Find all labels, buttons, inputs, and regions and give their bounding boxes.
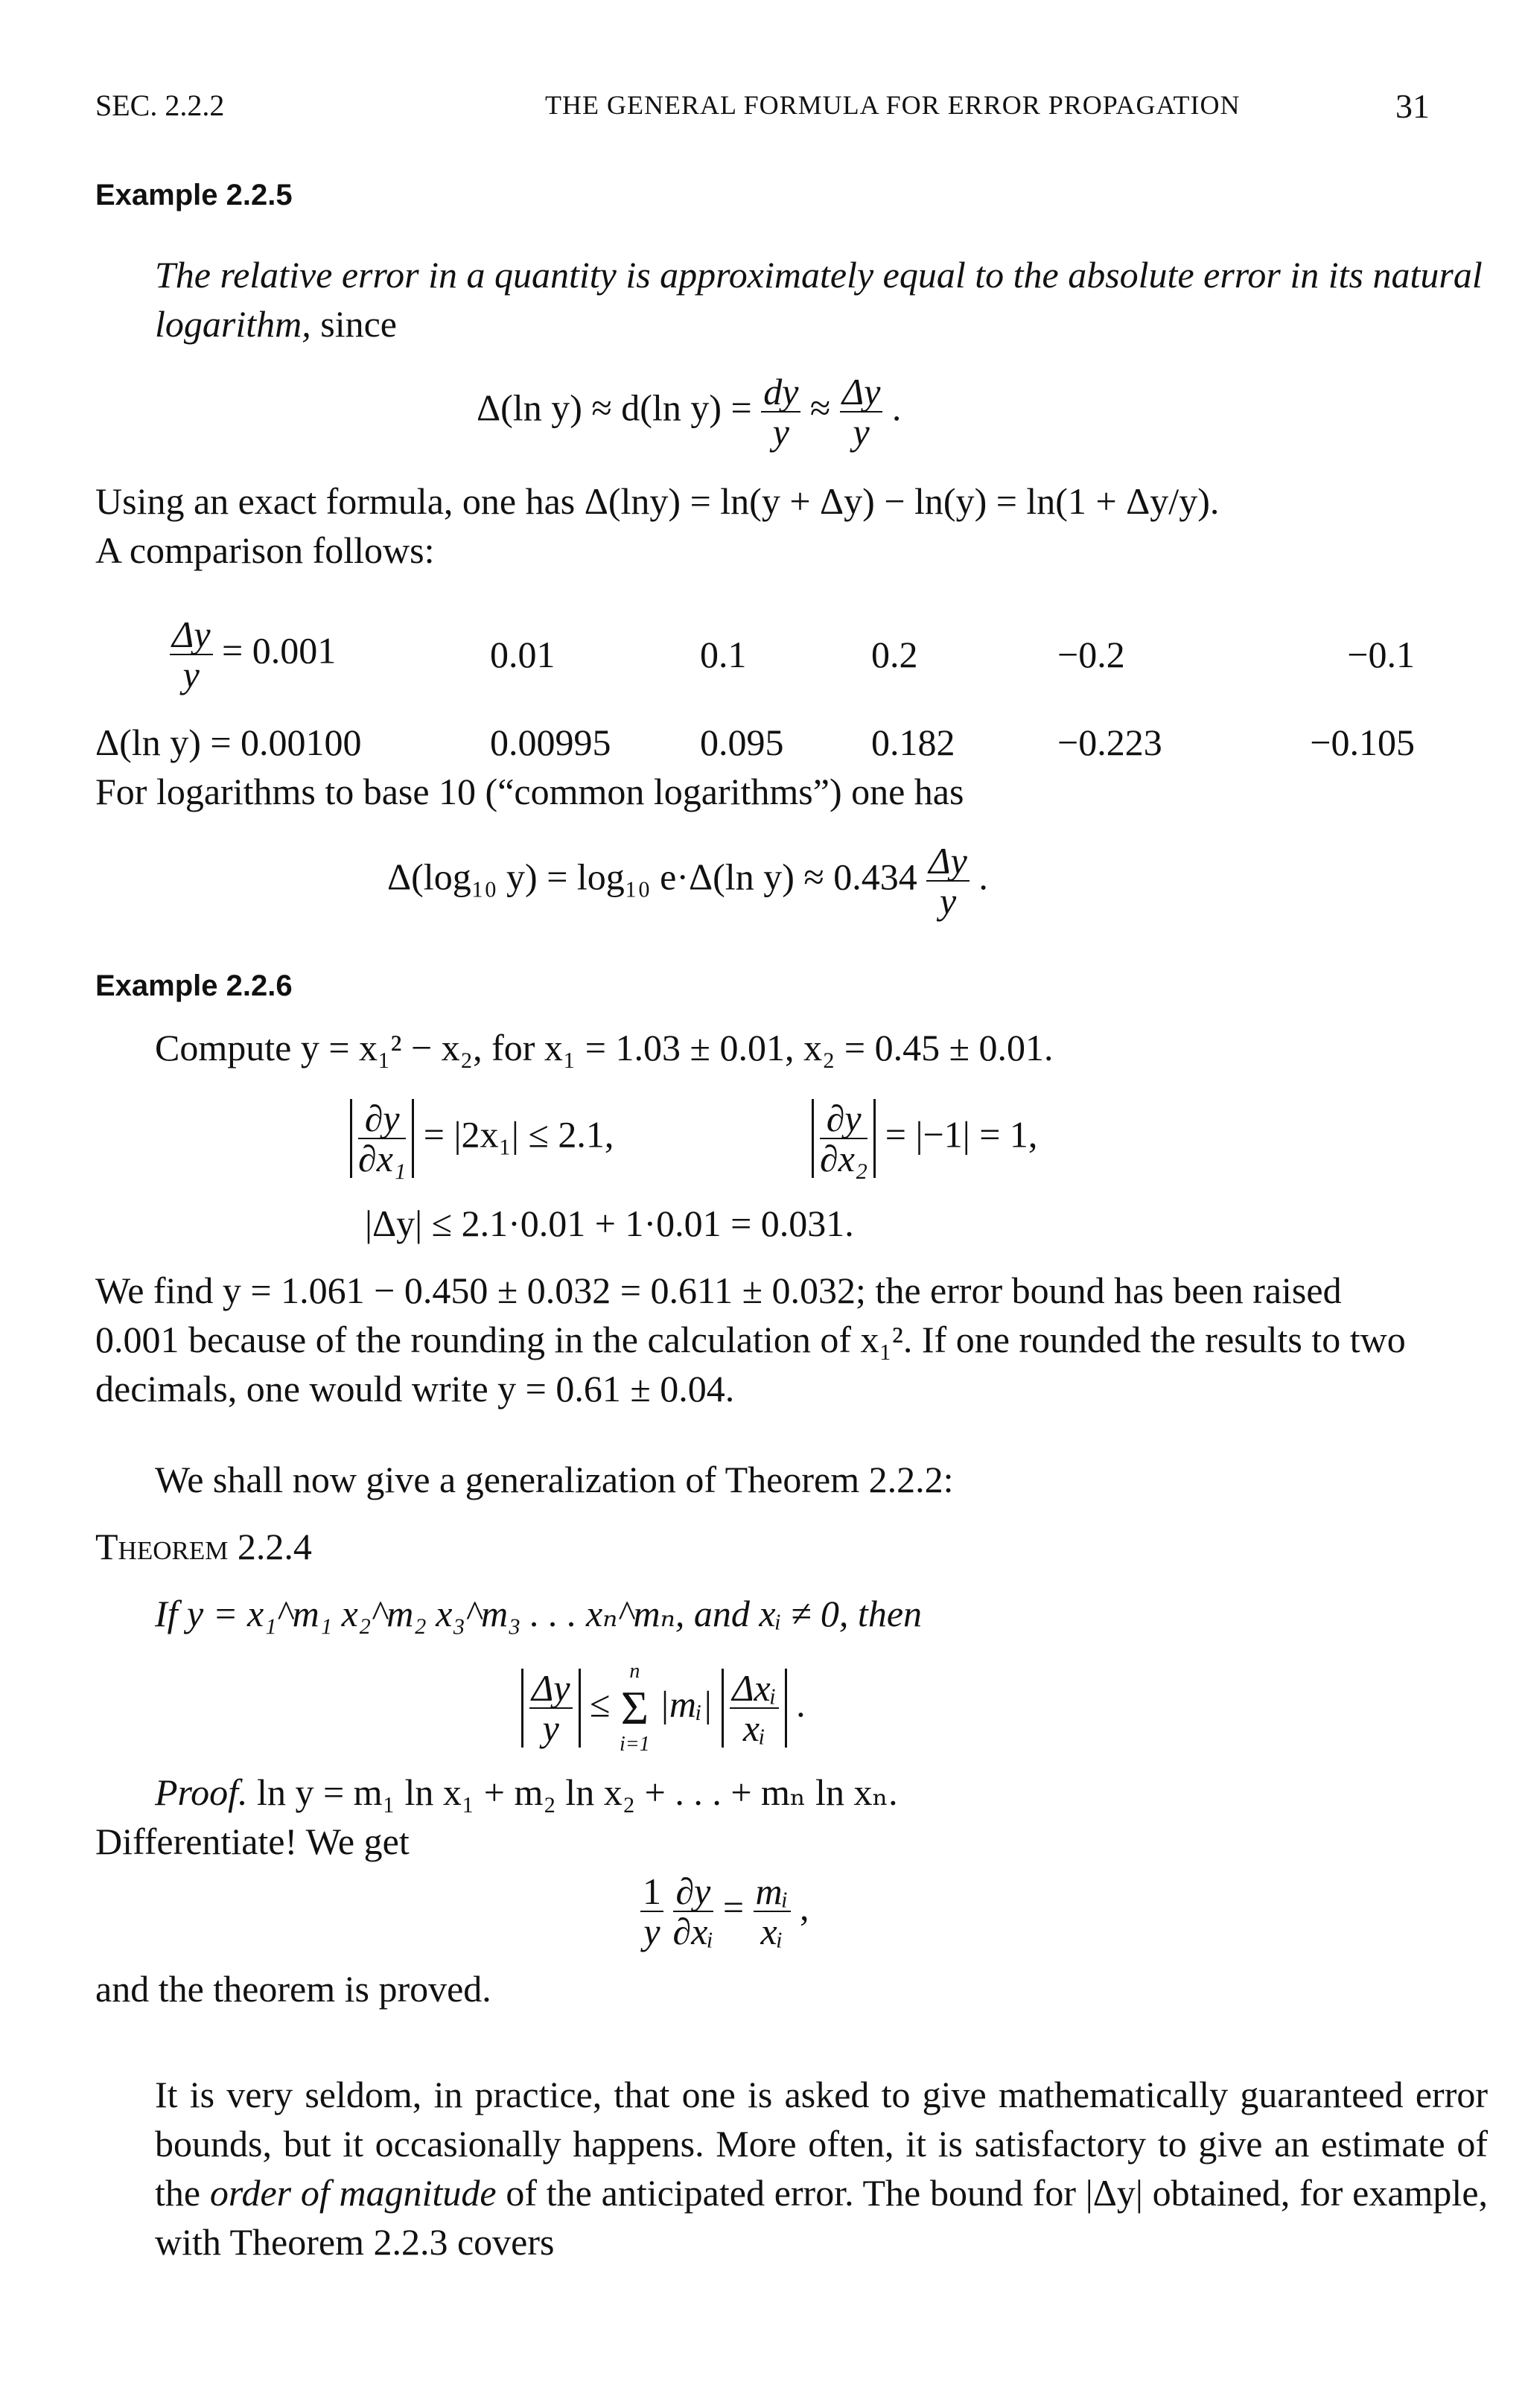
absolute-value [722, 1669, 786, 1748]
theorem-inequality [521, 1657, 806, 1759]
numerator: Δxᵢ [730, 1669, 778, 1709]
absolute-value [350, 1099, 414, 1178]
exact-formula-line: Using an exact formula, one has Δ(lny) = ln(y + Δy) − ln(y) = ln(1 + Δy/y). [95, 480, 1220, 522]
denominator: y [853, 411, 870, 453]
approx-sign: ≈ [809, 386, 831, 429]
proved-line: and the theorem is proved. [95, 1968, 491, 2010]
numerator: Δy [840, 372, 883, 413]
row1-first-value: = 0.001 [222, 629, 337, 672]
numerator: 1 [640, 1872, 663, 1912]
sum-lower-limit: i=1 [620, 1733, 650, 1756]
differentiate-line: Differentiate! We get [95, 1821, 410, 1862]
statement-italic: The relative error in a quantity is approximately equal to the absolute error in its natural logarithm, [155, 254, 1483, 345]
denominator: y [772, 411, 789, 453]
example-heading-2-2-6: Example 2.2.6 [95, 969, 293, 1002]
fraction-delta-x-over-x [730, 1669, 778, 1748]
fraction-mi-over-xi [754, 1872, 791, 1951]
table-cell: 0.1 [700, 634, 747, 675]
period: . [796, 1683, 806, 1725]
chapter-title: THE GENERAL FORMULA FOR ERROR PROPAGATION [545, 90, 1241, 120]
table-cell: Δ(ln y) = 0.00100 [95, 722, 362, 763]
equals-sign: = [722, 1886, 745, 1928]
fraction-dy-dxi [673, 1872, 714, 1951]
theorem-heading: Theorem 2.2.4 [95, 1526, 312, 1567]
theorem-statement: If y = x₁^m₁ x₂^m₂ x₃^m₃ . . . xₙ^mₙ, and xᵢ ≠ 0, then [155, 1593, 923, 1634]
closing-paragraph [95, 2070, 1488, 2267]
numerator: Δy [926, 841, 970, 882]
numerator: ∂y [820, 1099, 867, 1139]
eq1-lhs: Δ(ln y) ≈ d(ln y) = [477, 386, 752, 429]
comma: , [800, 1886, 809, 1928]
table-cell: −0.223 [1057, 722, 1162, 763]
table-row [95, 611, 1415, 698]
compute-line: Compute y = x₁² − x₂, for x₁ = 1.03 ± 0.01, x₂ = 0.45 ± 0.01. [155, 1027, 1054, 1068]
table-cell: −0.105 [1310, 722, 1415, 763]
numerator: ∂y [358, 1099, 406, 1139]
partial-derivative-2 [812, 1099, 1037, 1178]
log10-equation [387, 841, 988, 920]
fraction-delta-y-over-y [840, 372, 883, 451]
numerator: Δy [170, 615, 213, 655]
generalization-intro: We shall now give a generalization of Theorem 2.2.2: [155, 1459, 954, 1500]
absolute-value [521, 1669, 581, 1748]
sum-upper-limit: n [629, 1660, 640, 1683]
numerator: Δy [529, 1669, 573, 1709]
example-statement [95, 250, 1488, 348]
eq2-lhs: Δ(log₁₀ y) = log₁₀ e·Δ(ln y) ≈ 0.434 [387, 856, 917, 898]
period: . [978, 856, 988, 898]
denominator: ∂xᵢ [672, 1911, 714, 1952]
table-cell: 0.00995 [490, 722, 611, 763]
table-cell: 0.2 [871, 634, 918, 675]
table-cell: −0.2 [1057, 634, 1125, 675]
fraction-delta-y-over-y [529, 1669, 573, 1748]
example-heading-2-2-5: Example 2.2.5 [95, 179, 293, 211]
denominator: ∂x₂ [820, 1138, 868, 1179]
proof-line [95, 1768, 1488, 1817]
fraction-dy-dx2 [820, 1099, 867, 1178]
summation-sign [620, 1657, 650, 1759]
sigma-symbol: Σ [620, 1681, 649, 1734]
numerator: dy [761, 372, 800, 413]
closing-text-2: of the anticipated error. The bound for |Δy| obtained, for example, with Theorem 2.2.3 covers [155, 2172, 1489, 2263]
period: . [891, 386, 902, 429]
fraction-dy-over-y [761, 372, 800, 451]
proof-text: ln y = m₁ ln x₁ + m₂ ln x₂ + . . . + mₙ ln xₙ. [257, 1771, 898, 1813]
numerator: ∂y [673, 1872, 714, 1912]
denominator: y [542, 1707, 559, 1749]
abs-m-i: |mᵢ| [659, 1683, 713, 1725]
denominator: xᵢ [742, 1707, 765, 1749]
fraction-one-over-y [640, 1872, 663, 1951]
denominator: y [182, 654, 200, 695]
comparison-line: A comparison follows: [95, 529, 435, 571]
proof-label: Proof. [155, 1771, 248, 1813]
fraction-delta-y-over-y [170, 615, 213, 694]
partial-derivative-1 [350, 1099, 614, 1178]
log10-line: For logarithms to base 10 (“common logarithms”) one has [95, 771, 964, 812]
derivative-2-rhs: = |−1| = 1, [885, 1113, 1038, 1156]
fraction-delta-y-over-y [926, 841, 970, 920]
denominator: y [643, 1911, 660, 1952]
order-of-magnitude-emphasis: order of magnitude [209, 2172, 497, 2214]
denominator: y [939, 880, 957, 922]
derivative-equation [640, 1872, 809, 1951]
section-label: SEC. 2.2.2 [95, 89, 225, 122]
delta-y-bound: |Δy| ≤ 2.1·0.01 + 1·0.01 = 0.031. [365, 1203, 854, 1244]
fraction-dy-dx1 [358, 1099, 406, 1178]
table-cell [95, 611, 490, 698]
table-cell: 0.095 [700, 722, 784, 763]
result-paragraph: We find y = 1.061 − 0.450 ± 0.032 = 0.611 ± 0.032; the error bound has been raised 0.001 because of the rounding in the calculation of x₁². If one rounded the results to two decimals, one would write y = 0.61 ± 0.04. [95, 1270, 1406, 1410]
statement-tail: since [320, 303, 397, 345]
table-cell: 0.182 [871, 722, 955, 763]
comparison-table [95, 611, 1415, 786]
closing-text-1: It is very seldom, in practice, that one is asked to give mathematically guaranteed error bounds, but it occasionally happens. More often, it is satisfactory to give an estimate of the [155, 2074, 1488, 2214]
derivative-1-rhs: = |2x₁| ≤ 2.1, [423, 1113, 614, 1156]
le-sign: ≤ [590, 1683, 611, 1725]
running-head [95, 88, 1430, 133]
absolute-value [812, 1099, 876, 1178]
table-cell: 0.01 [490, 634, 555, 675]
numerator: mᵢ [754, 1872, 791, 1912]
table-cell: −0.1 [1347, 634, 1415, 675]
denominator: xᵢ [760, 1911, 783, 1952]
log-approx-equation [477, 372, 901, 451]
page-number: 31 [1395, 87, 1430, 125]
denominator: ∂x₁ [358, 1138, 407, 1179]
